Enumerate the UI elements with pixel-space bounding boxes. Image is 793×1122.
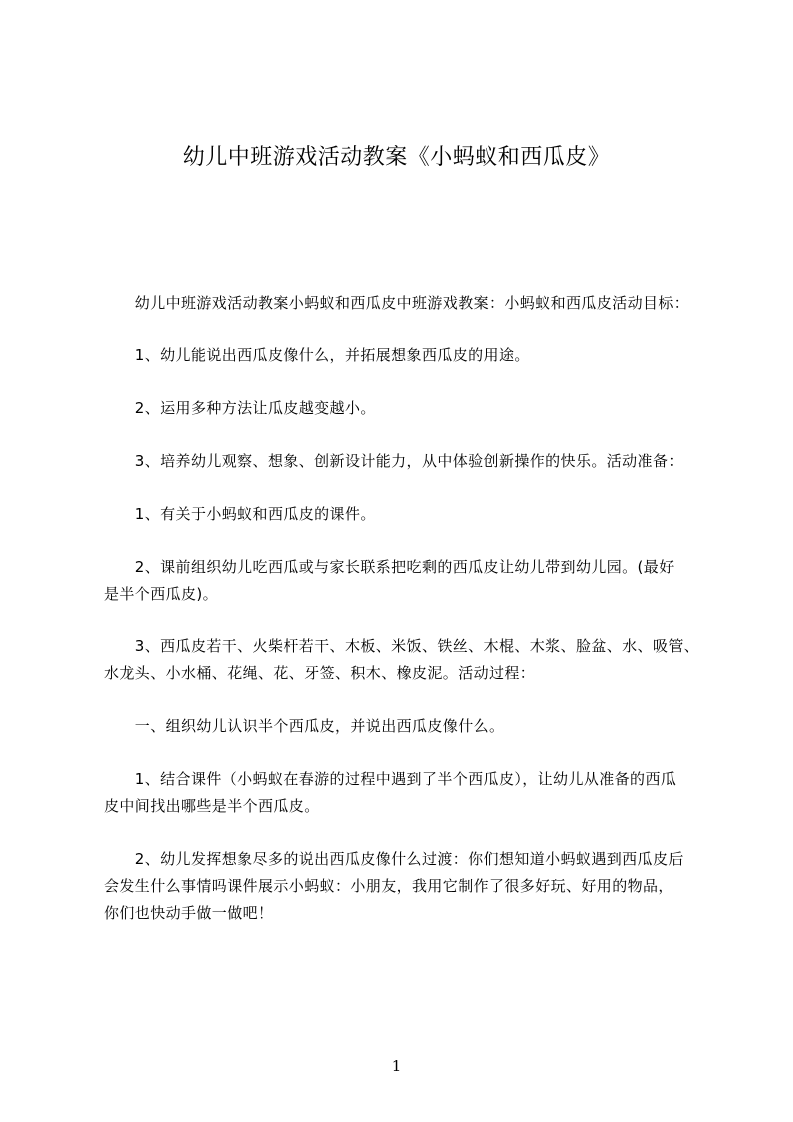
paragraph-line: 2、课前组织幼儿吃西瓜或与家长联系把吃剩的西瓜皮让幼儿带到幼儿园。(最好 xyxy=(104,558,675,576)
paragraph-line: 1、幼儿能说出西瓜皮像什么，并拓展想象西瓜皮的用途。 xyxy=(104,346,530,364)
paragraph-prep-1 xyxy=(104,501,719,528)
paragraph-process-1 xyxy=(104,766,719,820)
paragraph-line: 皮中间找出哪些是半个西瓜皮。 xyxy=(104,797,320,815)
paragraph-line: 1、结合课件（小蚂蚁在春游的过程中遇到了半个西瓜皮），让幼儿从准备的西瓜 xyxy=(104,770,677,788)
paragraph-goal-1 xyxy=(104,342,719,369)
paragraph-line: 3、西瓜皮若干、火柴杆若干、木板、米饭、铁丝、木棍、木浆、脸盆、水、吸管、 xyxy=(104,637,700,655)
paragraph-process-2 xyxy=(104,846,719,927)
paragraph-prep-3 xyxy=(104,633,719,687)
paragraph-line: 2、幼儿发挥想象尽多的说出西瓜皮像什么过渡：你们想知道小蚂蚁遇到西瓜皮后 xyxy=(104,850,684,868)
paragraph-intro xyxy=(104,290,719,317)
paragraph-line: 幼儿中班游戏活动教案小蚂蚁和西瓜皮中班游戏教案：小蚂蚁和西瓜皮活动目标： xyxy=(104,294,690,312)
paragraph-line: 你们也快动手做一做吧！ xyxy=(104,904,274,922)
paragraph-goal-3 xyxy=(104,448,719,475)
paragraph-line: 水龙头、小水桶、花绳、花、牙签、积木、橡皮泥。活动过程： xyxy=(104,664,536,682)
paragraph-line: 会发生什么事情吗课件展示小蚂蚁：小朋友，我用它制作了很多好玩、好用的物品， xyxy=(104,877,674,895)
paragraph-goal-2 xyxy=(104,395,719,422)
paragraph-process-heading xyxy=(104,713,719,740)
page-number: 1 xyxy=(391,1057,402,1075)
paragraph-prep-2 xyxy=(104,554,719,608)
paragraph-line: 2、运用多种方法让瓜皮越变越小。 xyxy=(104,399,376,417)
paragraph-line: 一、组织幼儿认识半个西瓜皮，并说出西瓜皮像什么。 xyxy=(104,717,505,735)
document-title: 幼儿中班游戏活动教案《小蚂蚁和西瓜皮》 xyxy=(182,145,611,170)
paragraph-line: 3、培养幼儿观察、想象、创新设计能力，从中体验创新操作的快乐。活动准备： xyxy=(104,452,684,470)
paragraph-line: 是半个西瓜皮)。 xyxy=(104,585,219,603)
paragraph-line: 1、有关于小蚂蚁和西瓜皮的课件。 xyxy=(104,505,376,523)
